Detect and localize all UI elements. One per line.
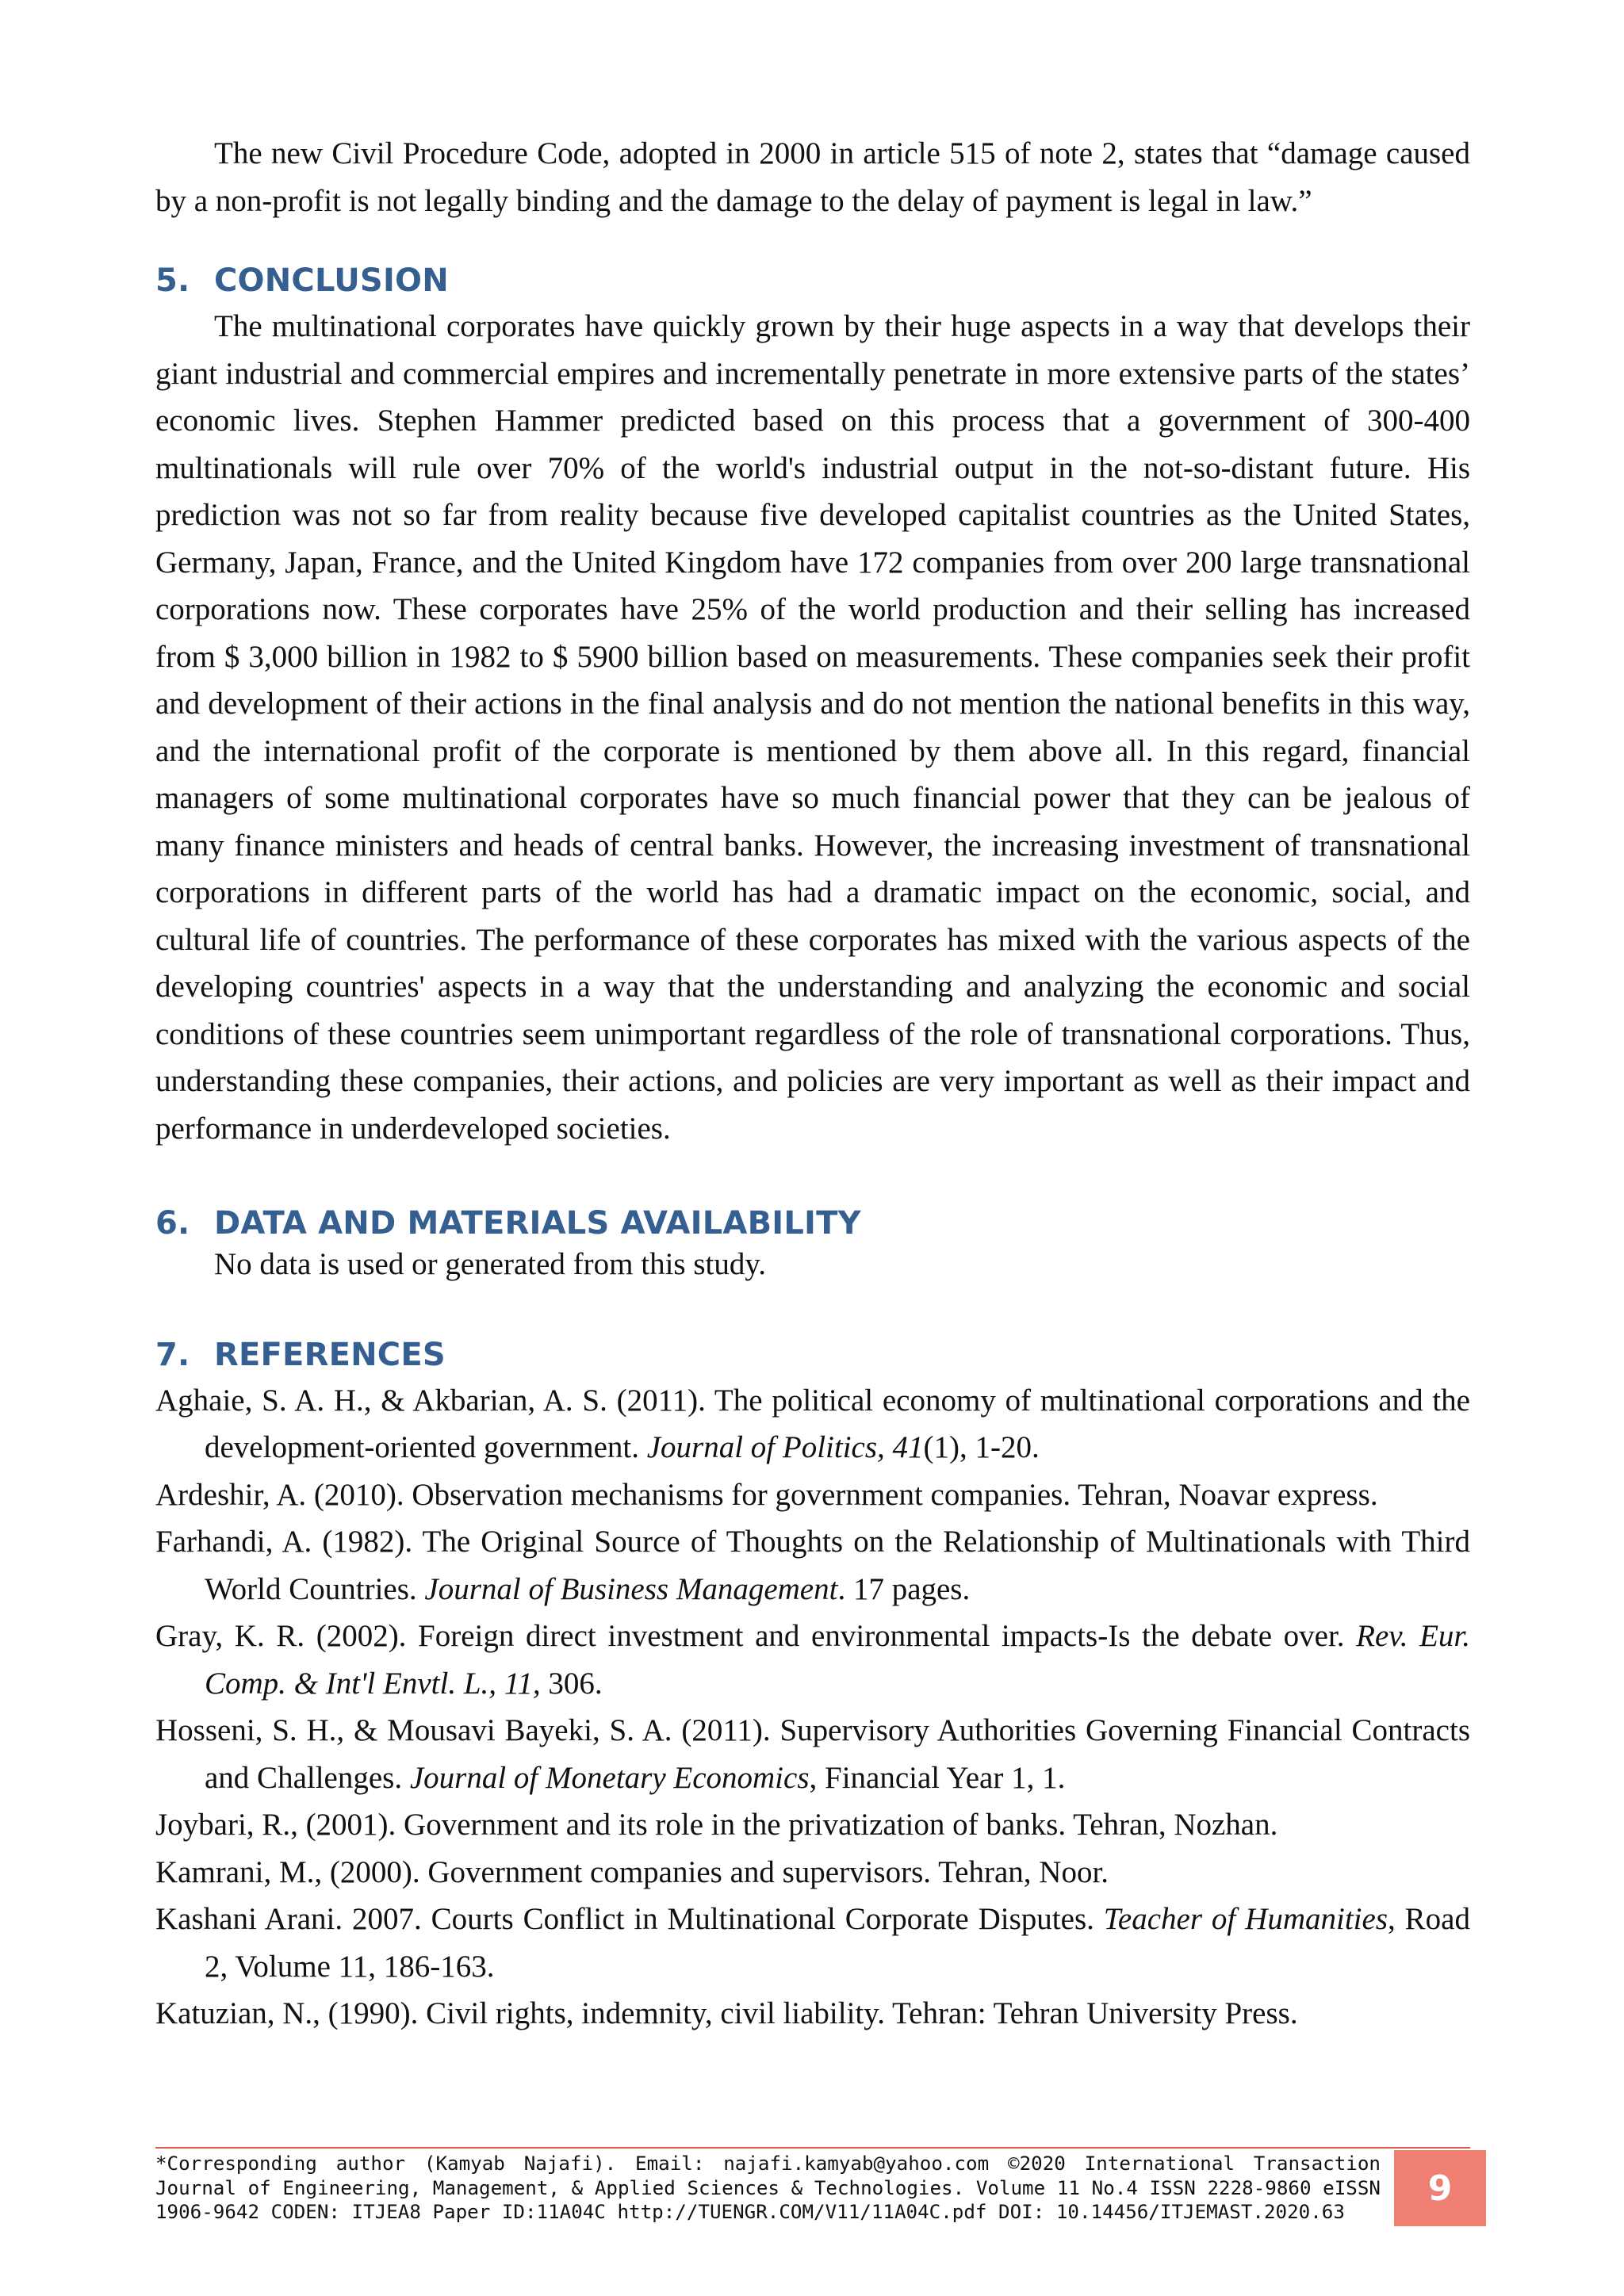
reference-item: Kamrani, M., (2000). Government companies and supervisors. Tehran, Noor. xyxy=(155,1854,1109,1889)
reference-item: Ardeshir, A. (2010). Observation mechanisms for government companies. Tehran, Noavar express. xyxy=(155,1477,1378,1512)
conclusion-heading xyxy=(155,258,1470,303)
reference-item: Gray, K. R. (2002). Foreign direct investment and environmental impacts-Is the debate over. Rev. Eur. Comp. & Int'l Envtl. L., 11, 306. xyxy=(155,1619,1470,1701)
section-number: 6. xyxy=(155,1205,190,1242)
page-number-badge: 9 xyxy=(1394,2150,1486,2226)
reference-item: Kashani Arani. 2007. Courts Conflict in Multinational Corporate Disputes. Teacher of Humanities, Road 2, Volume 11, 186-163. xyxy=(155,1902,1470,1984)
data-availability-heading xyxy=(155,1201,1470,1246)
section-title: CONCLUSION xyxy=(214,262,449,299)
section-number: 5. xyxy=(155,262,190,299)
reference-item: Joybari, R., (2001). Government and its role in the privatization of banks. Tehran, Nozhan. xyxy=(155,1808,1278,1842)
conclusion-paragraph: The multinational corporates have quickly grown by their huge aspects in a way that develops their giant industrial and commercial empires and incrementally penetrate in more extensive parts of the states’ economic lives. Stephen Hammer predicted based on this process that a government of 300-400 multinationals will rule over 70% of the world's industrial output in the not-so-distant future. His prediction was not so far from reality because five developed capitalist countries as the United States, Germany, Japan, France, and the United Kingdom have 172 companies from over 200 large transnational corporations now. These corporates have 25% of the world production and their selling has increased from $ 3,000 billion in 1982 to $ 5900 billion based on measurements. These companies seek their profit and development of their actions in the final analysis and do not mention the national benefits in this way, and the international profit of the corporate is mentioned by them above all. In this regard, financial managers of some multinational corporates have so much financial power that they can be jealous of many finance ministers and heads of central banks. However, the increasing investment of transnational corporations in different parts of the world has had a dramatic impact on the economic, social, and cultural life of countries. The performance of these corporates has mixed with the various aspects of the developing countries' aspects in a way that the understanding and analyzing the economic and social conditions of these countries seem unimportant regardless of the role of transnational corporations. Thus, understanding these companies, their actions, and policies are very important as well as their impact and performance in underdeveloped societies. xyxy=(155,309,1470,1146)
data-availability-paragraph: No data is used or generated from this study. xyxy=(214,1247,767,1281)
reference-item: Farhandi, A. (1982). The Original Source of Thoughts on the Relationship of Multinationals with Third World Countries. Journal of Business Management. 17 pages. xyxy=(155,1525,1470,1606)
section-number: 7. xyxy=(155,1336,190,1373)
page-footer xyxy=(155,2147,1470,2228)
reference-list xyxy=(155,1377,1470,2038)
section-title: DATA AND MATERIALS AVAILABILITY xyxy=(214,1205,861,1242)
page-content xyxy=(155,130,1470,2038)
footer-citation: *Corresponding author (Kamyab Najafi). Email: najafi.kamyab@yahoo.com ©2020 International Transaction Journal of Engineering, Management, & Applied Sciences & Technologies. Volume 11 No.4 ISSN 2228-9860 eISSN 1906-9642 CODEN: ITJEA8 Paper ID:11A04C http://TUENGR.COM/V11/11A04C.pdf DOI: 10.14456/ITJEMAST.2020.63 xyxy=(155,2152,1381,2223)
section-title: REFERENCES xyxy=(214,1336,446,1373)
references-heading xyxy=(155,1333,1470,1377)
reference-item: Aghaie, S. A. H., & Akbarian, A. S. (2011). The political economy of multinational corporations and the development-oriented government. Journal of Politics, 41(1), 1-20. xyxy=(155,1383,1470,1464)
intro-paragraph: The new Civil Procedure Code, adopted in 2000 in article 515 of note 2, states that “damage caused by a non-profit is not legally binding and the damage to the delay of payment is legal in law.” xyxy=(155,136,1470,218)
reference-item: Katuzian, N., (1990). Civil rights, indemnity, civil liability. Tehran: Tehran University Press. xyxy=(155,1996,1298,2030)
reference-item: Hosseni, S. H., & Mousavi Bayeki, S. A. (2011). Supervisory Authorities Governing Financial Contracts and Challenges. Journal of Monetary Economics, Financial Year 1, 1. xyxy=(155,1713,1470,1795)
